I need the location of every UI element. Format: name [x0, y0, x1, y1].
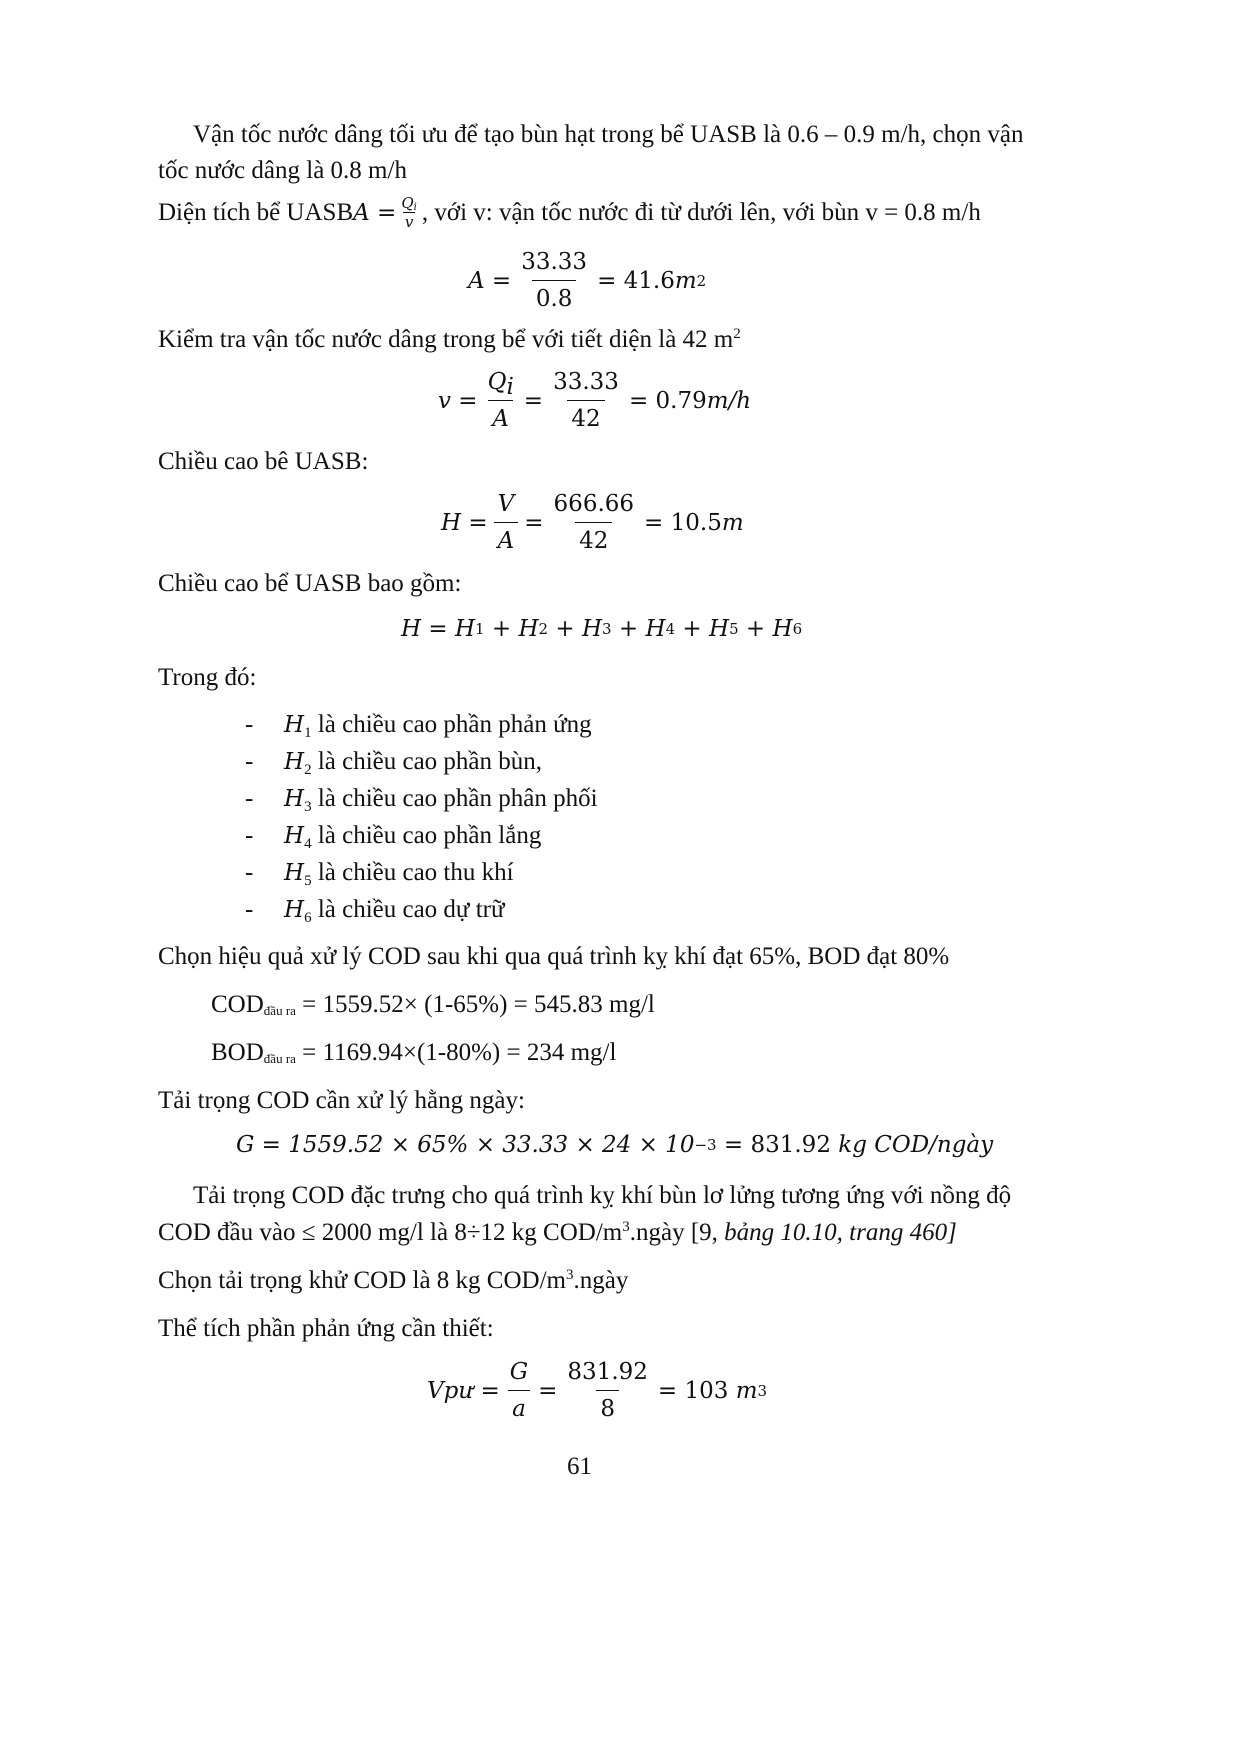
list-item-sub: 2: [304, 762, 312, 778]
list-item-text: là chiều cao phần phản ứng: [311, 711, 592, 738]
eq2-f1-numerator-sub: i: [506, 374, 514, 400]
list-item-text: là chiều cao phần phân phối: [311, 785, 598, 812]
list-item: [284, 858, 514, 888]
eq4-lhs: H =: [401, 616, 448, 642]
area-definition-line: [158, 195, 981, 230]
eq3-fraction-1: [494, 490, 519, 555]
eq1-unit: m: [674, 267, 697, 294]
eq4-term-5: H: [709, 616, 730, 642]
list-item-sub: 1: [304, 725, 312, 741]
eq2-f1-denominator: A: [488, 400, 513, 433]
area-frac-denominator: v: [404, 213, 414, 231]
list-item: [284, 821, 541, 851]
bullet-dash: -: [245, 711, 254, 738]
list-item-var: H: [284, 897, 305, 923]
eq4-plus-3: +: [611, 616, 646, 642]
list-item-var: H: [284, 823, 305, 849]
area-intro-text: Diện tích bể UASB: [158, 198, 354, 226]
eq3-unit: m: [721, 509, 744, 536]
eq3-equals: =: [524, 509, 544, 536]
eq2-fraction-1: [484, 368, 518, 433]
bod-output-line: [211, 1038, 616, 1068]
list-item: [284, 895, 505, 925]
bullet-dash: -: [245, 896, 254, 923]
reaction-volume-line: Thể tích phần phản ứng cần thiết:: [158, 1315, 494, 1342]
equation-height-sum: H = H 1 + H 2 + H 3 + H 4 + H 5 + H 6: [401, 616, 803, 642]
eq6-fraction-1: [506, 1358, 532, 1423]
list-item: [284, 747, 542, 777]
bullet-dash: -: [245, 822, 254, 849]
area-inline-fraction: [399, 195, 419, 230]
bullet-dash: -: [245, 748, 254, 775]
area-rest-text: , với v: vận tốc nước đi từ dưới lên, với bùn v = 0.8 m/h: [421, 198, 981, 226]
bod-expression: = 1169.94×(1-80%) = 234 mg/l: [295, 1039, 617, 1066]
eq6-rhs: = 103: [657, 1377, 736, 1404]
efficiency-line: Chọn hiệu quả xử lý COD sau khi qua quá trình kỵ khí đạt 65%, BOD đạt 80%: [158, 943, 950, 970]
list-item-text: là chiều cao phần lắng: [311, 822, 542, 849]
list-item-sub: 5: [304, 873, 312, 889]
eq4-term-4: H: [645, 616, 666, 642]
choose-load-sup: 3: [565, 1267, 574, 1283]
eq2-f2-denominator: 42: [567, 400, 604, 433]
eq2-lhs: v =: [438, 387, 478, 414]
eq2-fraction-2: [549, 368, 623, 433]
eq4-term-2: H: [518, 616, 539, 642]
list-item-var: H: [284, 712, 305, 738]
bod-name: BOD: [211, 1039, 264, 1066]
bullet-dash: -: [245, 785, 254, 812]
eq2-rhs: = 0.79: [628, 387, 707, 414]
eq4-plus-4: +: [675, 616, 710, 642]
area-frac-numerator: Q: [401, 194, 414, 212]
check-velocity-line: [158, 325, 741, 355]
eq2-f2-numerator: 33.33: [553, 369, 619, 395]
list-item-text: là chiều cao dự trữ: [311, 896, 505, 923]
eq6-lhs-var: V: [427, 1377, 444, 1404]
eq1-lhs: A =: [468, 267, 512, 294]
check-velocity-text: Kiểm tra vận tốc nước dâng trong bể với tiết diện là 42 m: [158, 326, 734, 353]
bullet-dash: -: [245, 859, 254, 886]
page-number: 61: [567, 1453, 592, 1480]
eq6-f1-denominator: a: [508, 1390, 530, 1423]
list-item-sub: 6: [304, 910, 312, 926]
list-item-text: là chiều cao phần bùn,: [311, 748, 543, 775]
eq1-denominator: 0.8: [532, 280, 577, 313]
eq6-lhs-equals: =: [473, 1377, 500, 1404]
characteristic-load-line2: [158, 1218, 957, 1248]
cod-output-line: [211, 990, 655, 1020]
eq6-f2-numerator: 831.92: [567, 1359, 648, 1385]
check-velocity-sup: 2: [733, 326, 741, 342]
eq6-f1-numerator: G: [509, 1359, 529, 1385]
eq1-fraction: [517, 248, 591, 313]
eq5-unit: kg COD/ng: [838, 1132, 967, 1158]
cod-sub: đầu ra: [263, 1003, 296, 1018]
eq1-numerator: 33.33: [521, 249, 588, 275]
list-item-sub: 3: [304, 799, 312, 815]
bod-sub: đầu ra: [263, 1051, 296, 1066]
eq3-fraction-2: [550, 490, 638, 555]
eq3-lhs: H =: [441, 509, 488, 536]
eq3-f2-denominator: 42: [575, 522, 612, 555]
paragraph-velocity-line2: tốc nước dâng là 0.8 m/h: [158, 157, 407, 184]
eq3-rhs: = 10.5: [644, 509, 722, 536]
char-line2-ref-italic: bảng 10.10, trang 460]: [724, 1219, 957, 1246]
daily-load-line: Tải trọng COD cần xử lý hằng ngày:: [158, 1087, 525, 1114]
choose-load-text: Chọn tải trọng khử COD là 8 kg COD/m: [158, 1267, 566, 1294]
choose-load-line: [158, 1266, 628, 1296]
list-item-var: H: [284, 786, 305, 812]
where-line: Trong đó:: [158, 664, 257, 691]
equation-volume: V pư = $\frac{G}{a}$ = $\frac{831.92}{8}$ = 103 m 3: [427, 1359, 768, 1422]
equation-height: [441, 490, 744, 555]
equation-cod-load: G = 1559.52 × 65% × 33.33 × 24 × 10 −3 = 831.92 kg COD/ng ày: [236, 1132, 994, 1158]
height-line: Chiều cao bê UASB:: [158, 448, 369, 475]
eq6-equals: =: [538, 1377, 558, 1404]
area-variable: A =: [353, 199, 397, 226]
equation-area: A = $\frac{33.33}{0.8}$ = 41.6 m 2: [468, 249, 707, 312]
list-item-sub: 4: [304, 836, 312, 852]
eq2-equals: =: [523, 387, 544, 414]
eq3-f2-numerator: 666.66: [553, 491, 635, 517]
list-item-text: là chiều cao thu khí: [311, 859, 514, 886]
eq4-plus-2: +: [548, 616, 582, 642]
characteristic-load-line1: Tải trọng COD đặc trưng cho quá trình kỵ khí bùn lơ lửng tương ứng với nồng độ: [193, 1182, 1012, 1209]
list-item-var: H: [284, 749, 305, 775]
char-line2-ref: .ngày [9,: [629, 1219, 725, 1246]
eq3-f1-denominator: A: [494, 522, 519, 555]
eq5-expression: G = 1559.52 × 65% × 33.33 × 24 × 10: [236, 1132, 695, 1158]
eq4-term-6: H: [772, 616, 793, 642]
eq5-rhs: = 831.92: [716, 1132, 839, 1158]
list-item-var: H: [284, 860, 305, 886]
choose-load-suffix: .ngày: [573, 1267, 629, 1294]
equation-velocity: [438, 368, 751, 433]
eq1-rhs: = 41.6: [597, 267, 675, 294]
height-includes-line: Chiều cao bể UASB bao gồm:: [158, 570, 462, 597]
eq4-plus-1: +: [484, 616, 519, 642]
eq4-plus-5: +: [738, 616, 773, 642]
eq3-f1-numerator: V: [497, 491, 515, 517]
eq2-unit: m/h: [706, 387, 752, 414]
eq6-unit: m: [735, 1377, 758, 1404]
cod-expression: = 1559.52× (1-65%) = 545.83 mg/l: [295, 991, 655, 1018]
cod-name: COD: [211, 991, 264, 1018]
char-line2-sup: 3: [622, 1219, 630, 1235]
eq2-f1-numerator: Q: [487, 369, 507, 395]
eq6-f2-denominator: 8: [596, 1390, 619, 1423]
list-item: [284, 784, 598, 814]
paragraph-velocity-line1: Vận tốc nước dâng tối ưu để tạo bùn hạt trong bể UASB là 0.6 – 0.9 m/h, chọn vận: [193, 121, 1024, 148]
eq6-fraction-2: [563, 1358, 651, 1423]
eq4-term-3: H: [581, 616, 603, 642]
eq4-term-1: H: [454, 616, 476, 642]
area-frac-numerator-sub: i: [413, 202, 417, 213]
eq5-unit-tail: ày: [966, 1132, 994, 1158]
char-line2-text: COD đầu vào ≤ 2000 mg/l là 8÷12 kg COD/m: [158, 1219, 623, 1246]
list-item: [284, 710, 592, 740]
